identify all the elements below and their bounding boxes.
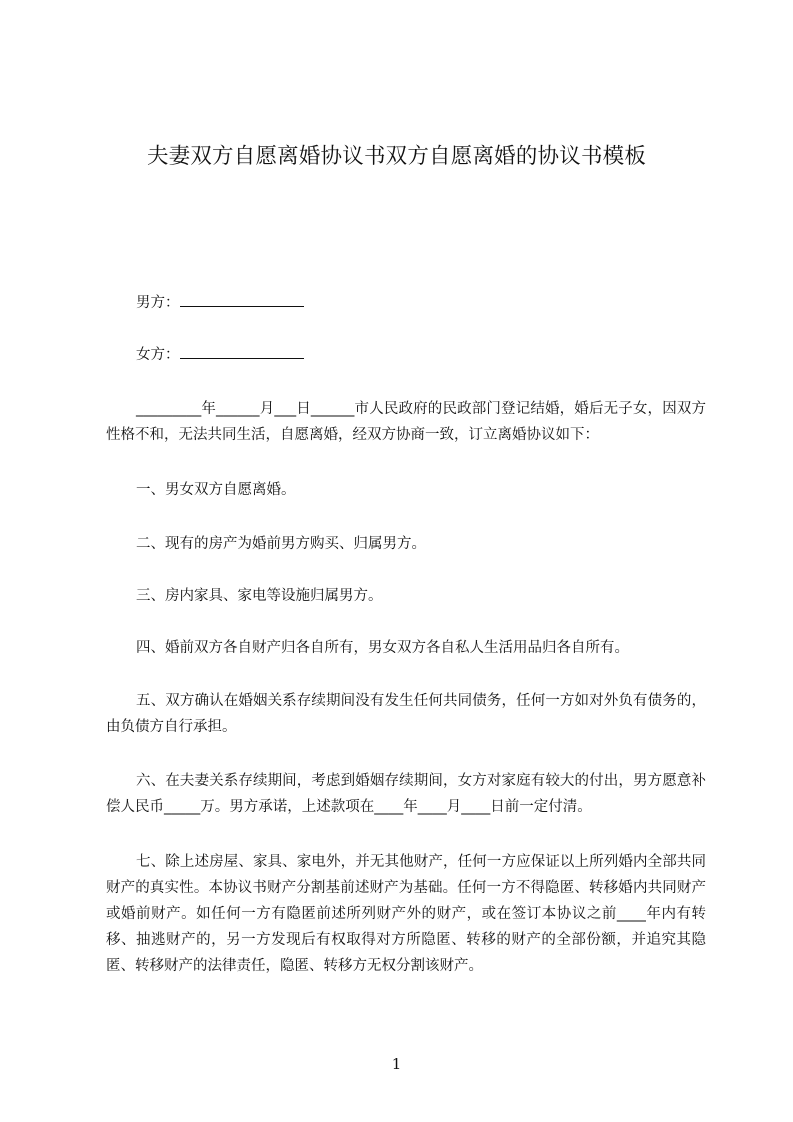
intro-paragraph: _________年______月___日______市人民政府的民政部门登记结婚，婚后无子女，因双方性格不和，无法共同生活，自愿离婚，经双方协商一致，订立离婚协议如下： (106, 401, 706, 443)
male-party-blank (180, 290, 304, 307)
clause-3: 三、房内家具、家电等设施归属男方。 (136, 588, 383, 604)
clause-6: 六、在夫妻关系存续期间，考虑到婚姻存续期间，女方对家庭有较大的付出，男方愿意补偿人民币_____万。男方承诺，上述款项在____年____月____日前一定付清。 (106, 773, 706, 815)
female-party-label: 女方： (136, 347, 180, 363)
female-party-blank (180, 342, 304, 359)
clause-7: 七、除上述房屋、家具、家电外，并无其他财产，任何一方应保证以上所列婚内全部共同财产的真实性。本协议书财产分割基前述财产为基础。任何一方不得隐匿、转移婚内共同财产或婚前财产。如任何一方有隐匿前述所列财产外的财产，或在签订本协议之前____年内有转移、抽逃财产的，另一方发现后有权取得对方所隐匿、转移的财产的全部份额，并追究其隐匿、转移财产的法律责任，隐匿、转移方无权分割该财产。 (106, 854, 706, 974)
clause-5: 五、双方确认在婚姻关系存续期间没有发生任何共同债务，任何一方如对外负有债务的，由负债方自行承担。 (106, 693, 706, 735)
document-title: 夫妻双方自愿离婚协议书双方自愿离婚的协议书模板 (146, 144, 647, 169)
male-party-line (136, 290, 736, 316)
clause-1: 一、男女双方自愿离婚。 (136, 482, 296, 498)
clause-4: 四、婚前双方各自财产归各自所有，男女双方各自私人生活用品归各自所有。 (136, 640, 629, 656)
male-party-label: 男方： (136, 295, 180, 311)
page-number: 1 (391, 1055, 402, 1073)
clause-2: 二、现有的房产为婚前男方购买、归属男方。 (136, 536, 426, 552)
female-party-line (136, 342, 736, 368)
